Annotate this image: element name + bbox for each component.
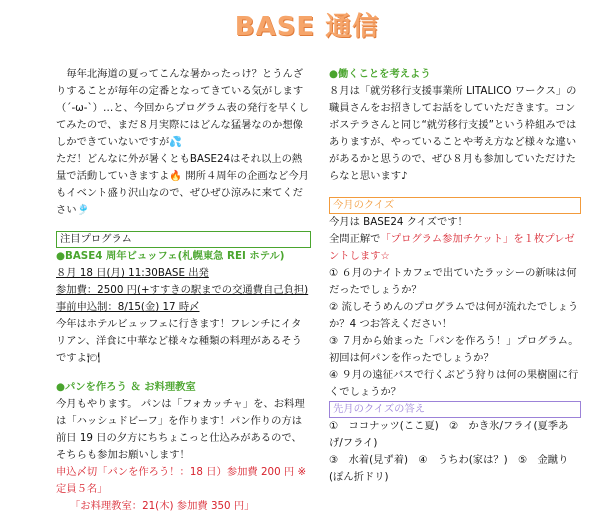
quiz-question-3: ③ ７月から始まった「パンを作ろう！」プログラム。初回は何パンを作ったでしょうか？ (329, 335, 579, 364)
work-heading: ●働くことを考えよう (329, 68, 431, 80)
quiz-question-1: ① ６月のナイトカフェで出ていたラッシーの新味は何だったでしょうか？ (329, 267, 577, 296)
buffet-heading: ●BASE4 周年ビュッフェ(札幌東急 REI ホテル) (56, 250, 285, 262)
bread-cooking-body: 今月もやります。 パンは「フォカッチャ」を、お料理は「ハッシュドビーフ」を作ります！パン作りの方は前日 19 日の夕方にちちょこっと仕込みがあるので、そちらも参加お願いします！ (56, 398, 305, 461)
intro-paragraph-2: ただ！どんなに外が暑くともBASE24はそれ以上の熱量で活動していきますよ🔥 開所４周年の企画など今月もイベント盛り沢山なので、ぜひぜひ涼みに来てください🎐 (56, 153, 309, 216)
buffet-fee: 参加費：2500 円(+すすきの駅までの交通費自己負担) (56, 284, 309, 296)
section-label-answers: 先月のクイズの答え (329, 401, 581, 418)
section-label-featured: 注目プログラム (56, 231, 311, 248)
right-column (329, 66, 581, 486)
quiz-question-4: ④ ９月の遠征バスで行くぶどう狩りは何の果樹園に行くでしょうか？ (329, 369, 579, 398)
section-label-quiz: 今月のクイズ (329, 197, 581, 214)
quiz-prize (329, 231, 581, 265)
quiz-prize-text: 「プログラム参加チケット」を１枚プレゼントします☆ (329, 233, 575, 262)
buffet-date: ８月 18 日(月) 11:30BASE 出発 (56, 267, 209, 279)
answer-line-1: ① ココナッツ(ここ夏) ② かき氷/フライ(夏季あげ/フライ) (329, 420, 569, 449)
buffet-description: 今年はホテルビュッフェに行きます！フレンチにイタリアン、洋食に中華など様々な種類の料理があるそうですよ🍽 (56, 318, 302, 364)
bread-deadline-note: 申込〆切「パンを作ろう！：18 日）参加費 200 円 ※定員５名」 (56, 466, 307, 495)
quiz-question-2: ② 流しそうめんのプログラムでは何が流れたでしょうか？4 つお答えください！ (329, 301, 579, 330)
answer-line-2: ③ 水着(見ず着) ④ うちわ(家は？) ⑤ 金蹴り(ぽん折ドリ) (329, 454, 569, 483)
quiz-prize-prefix: 全問正解で (329, 233, 381, 245)
bread-cooking-heading: ●パンを作ろう ＆ お料理教室 (56, 381, 196, 393)
intro-paragraph-1: 毎年北海道の夏ってこんな暑かったっけ？とうんざりすることが毎年の定番となってきている気がします（´-ω-`）…と、今回からプログラム表の発行を早くしてみたので、まだ８月実際にはどんな猛暑なのか想像しかできていないですが💦 (56, 68, 309, 148)
cooking-class-note: 「お料理教室：21(木) 参加費 350 円」 (70, 500, 255, 512)
buffet-deadline: 事前申込制：8/15(金) 17 時〆 (56, 301, 200, 313)
quiz-intro: 今月は BASE24 クイズです！ (329, 216, 468, 228)
newsletter-title: BASE 通信 (234, 12, 380, 42)
work-body: ８月は「就労移行支援事業所 LITALICO ワークス」の職員さんをお招きしてお話をしていただきます。コンボステラさんと同じ“就労移行支援”という枠組みではありますが、やっていることや考え方など様々な違いがあるかと思うので、ぜひ８月も参加していただけたらなと思います♪ (329, 85, 577, 182)
left-column (56, 66, 311, 515)
